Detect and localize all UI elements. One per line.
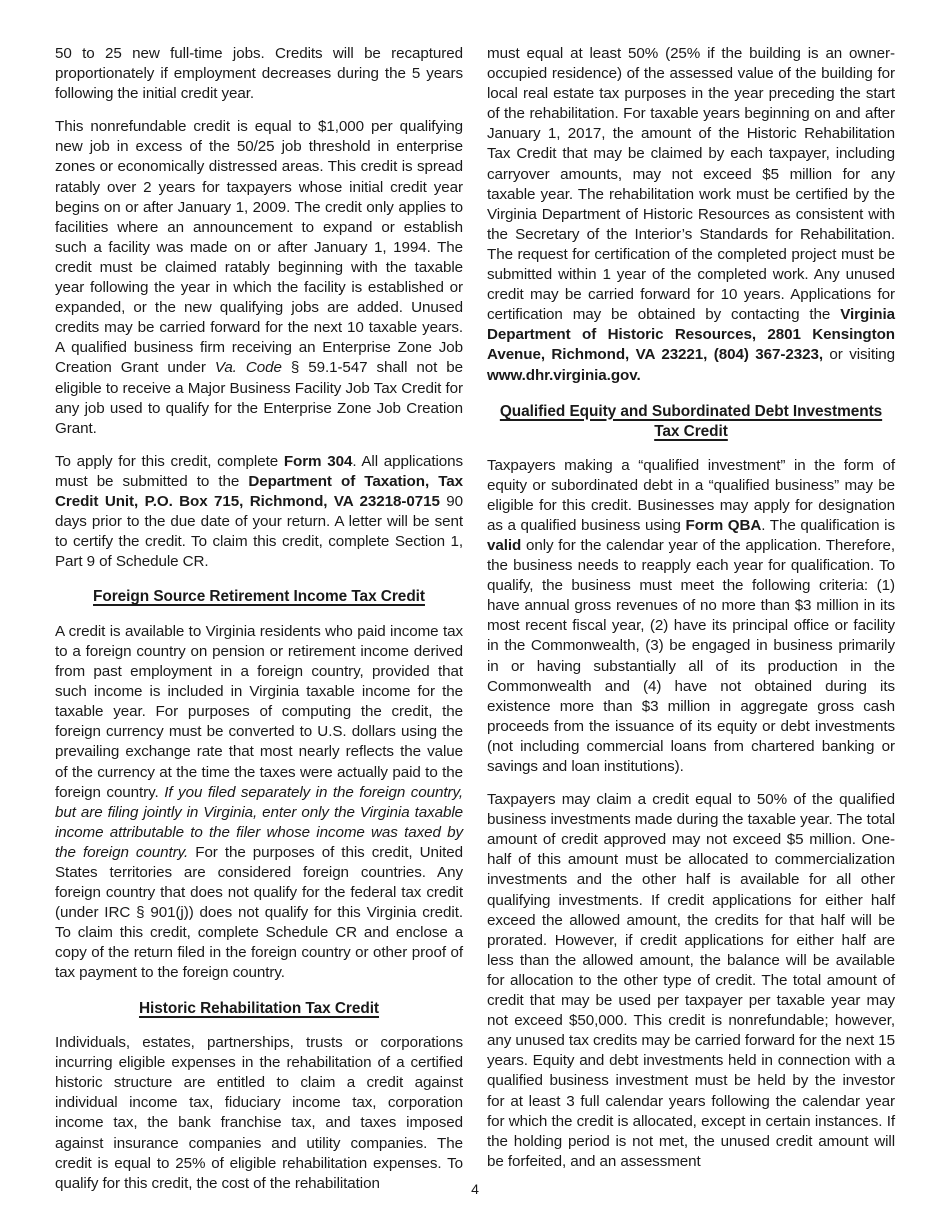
text-run: § 59.1-547 shall not be eligible to receive a Major Business Facility Job Tax Credit for any job used to qualify for the Enterprise Zone Job Creation Grant. xyxy=(55,359,463,437)
para-job-recapture xyxy=(55,44,463,104)
heading-text: Qualified Equity and Subordinated Debt Investments xyxy=(499,402,883,420)
left-text-column xyxy=(55,44,463,1194)
text-run: or visiting xyxy=(822,346,896,364)
heading-line xyxy=(93,588,425,605)
text-run: . The qualification is xyxy=(761,516,895,534)
bold-run: www.dhr.virginia.gov. xyxy=(487,366,641,384)
page-number: 4 xyxy=(471,1181,479,1197)
bold-run: Virginia Department of Historic Resources, 2801 Kensington Avenue, Richmond, VA 23221, (804) 367-2323, xyxy=(487,306,895,364)
text-run: . All applications must be submitted to the xyxy=(55,452,464,490)
text-run: Taxpayers making a “qualified investment” in the form of equity or subordinated debt in a “qualified business” may be eligible for this credit. Businesses may apply for designation as a qualified business using xyxy=(487,456,895,534)
heading-qualified-equity-subordinated-debt xyxy=(487,402,895,443)
para-nonrefundable-credit xyxy=(55,117,463,439)
heading-historic-rehabilitation xyxy=(55,999,463,1020)
text-run: A credit is available to Virginia residents who paid income tax to a foreign country on pension or retirement income derived from past employment in a foreign country, provided that such income is included in Virginia taxable income for the taxable year. For purposes of computing the credit, the foreign currency must be converted to U.S. dollars using the prevailing exchange rate that most nearly reflects the value of the currency at the time the taxes were actually paid to the foreign country. xyxy=(55,622,463,801)
heading-line xyxy=(487,422,895,443)
heading-line xyxy=(139,1000,379,1017)
heading-line xyxy=(487,402,895,423)
bold-run: Form 304 xyxy=(283,452,353,470)
heading-text: Historic Rehabilitation Tax Credit xyxy=(138,999,380,1017)
text-run: For the purposes of this credit, United States territories are considered foreign countries. Any foreign country that does not qualify for the federal tax credit (under IRC § 901(j)) does not qualify for this Virginia credit. To claim this credit, complete Schedule CR and enclose a copy of the return filed in the foreign country or other proof of tax payment to the foreign country. xyxy=(55,843,463,982)
text-run: must equal at least 50% (25% if the building is an owner-occupied residence) of the assessed value of the building for local real estate tax purposes in the year preceding the start of the rehabilitation. For taxable years beginning on and after January 1, 2017, the amount of the Historic Rehabilitation Tax Credit that may be claimed by each taxpayer, including carryover amounts, may not exceed $5 million for any taxable year. The rehabilitation work must be certified by the Virginia Department of Historic Resources as consistent with the Secretary of the Interior’s Standards for Rehabilitation. The request for certification of the completed project must be submitted within 1 year of the completed work. Any unused credit may be carried forward for 10 years. Applications for certification may be obtained by contacting the xyxy=(487,45,895,324)
para-credit-allocation-rules xyxy=(487,790,895,1172)
heading-text: Foreign Source Retirement Income Tax Credit xyxy=(93,588,425,606)
text-run: 90 days prior to the due date of your return. A letter will be sent to certify the credit. To claim this credit, complete Section 1, Part 9 of Schedule CR. xyxy=(55,492,464,571)
two-column-layout xyxy=(55,44,895,1194)
right-text-column xyxy=(487,44,895,1172)
para-historic-rehab-body xyxy=(55,1033,463,1194)
italic-run: Va. Code xyxy=(214,359,282,377)
italic-run: If you filed separately in the foreign country, but are filing jointly in Virginia, enter only the Virginia taxable income attributable to the filer whose income was taxed by the foreign country. xyxy=(55,783,463,861)
para-qualified-investment-definition xyxy=(487,456,895,778)
text-run: Taxpayers may claim a credit equal to 50% of the qualified business investments made during the taxable year. The total amount of credit approved may not exceed $5 million. One-half of this amount must be allocated to commercialization investments and the other half is available for all other qualifying investments. If credit applications for either half exceed the allowed amount, the credits for that half will be prorated. However, if credit applications for either half are less than the allowed amount, the balance will be available for allocation to the other type of credit. The total amount of credit that may be used per taxpayer per taxable year may not exceed $50,000. This credit is nonrefundable; however, any unused tax credits may be carried forward for the next 15 years. Equity and debt investments held in connection with a qualified business investment must be held by the investor for at least 3 full calendar years following the calendar year for which the credit is allocated, except in certain instances. If the holding period is not met, the unused credit amount will be forfeited, and an assessment xyxy=(487,791,895,1170)
para-foreign-source-body xyxy=(55,622,463,984)
text-run: only for the calendar year of the application. Therefore, the business needs to reapply each year for qualification. To qualify, the business must meet the following criteria: (1) have annual gross revenues of no more than $3 million in its most recent fiscal year, (2) have its principal office or facility in the Commonwealth, (3) be engaged in business primarily in or having substantially all of its production in the Commonwealth and (4) have not obtained during its existence more than $3 million in aggregate gross cash proceeds from the issuance of its equity or debt investments (not including commercial loans from chartered banking or savings and loan institutions). xyxy=(487,536,895,775)
text-run: Individuals, estates, partnerships, trusts or corporations incurring eligible expenses in the rehabilitation of a certified historic structure are entitled to claim a credit against individual income tax, fiduciary income tax, corporation income tax, the bank franchise tax, and taxes imposed against insurance companies and utility companies. The credit is equal to 25% of eligible rehabilitation expenses. To qualify for this credit, the cost of the rehabilitation xyxy=(55,1034,463,1192)
bold-run: Form QBA xyxy=(685,516,762,534)
text-run: To apply for this credit, complete xyxy=(55,452,284,470)
text-run: This nonrefundable credit is equal to $1,000 per qualifying new job in excess of the 50/25 job threshold in enterprise zones or economically distressed areas. This credit is spread ratably over 2 years for taxpayers whose initial credit year begins on or after January 1, 2009. The credit only applies to facilities where an announcement to expand or establish such a facility was made on or after January 1, 1994. The credit must be claimed ratably beginning with the taxable year following the year in which the facility is established or expanded, or the new qualifying jobs are added. Unused credits may be carried forward for the next 10 taxable years. A qualified business firm receiving an Enterprise Zone Job Creation Grant under xyxy=(55,118,463,377)
heading-foreign-source-retirement xyxy=(55,587,463,608)
bold-run: Department of Taxation, Tax Credit Unit, P.O. Box 715, Richmond, VA 23218-0715 xyxy=(55,472,463,510)
heading-text: Tax Credit xyxy=(654,423,728,441)
para-apply-form-304 xyxy=(55,452,463,573)
bold-run: valid xyxy=(487,536,522,554)
para-historic-rehab-continued xyxy=(487,44,895,386)
text-run: 50 to 25 new full-time jobs. Credits will be recaptured proportionately if employment decreases during the 5 years following the initial credit year. xyxy=(55,45,463,103)
